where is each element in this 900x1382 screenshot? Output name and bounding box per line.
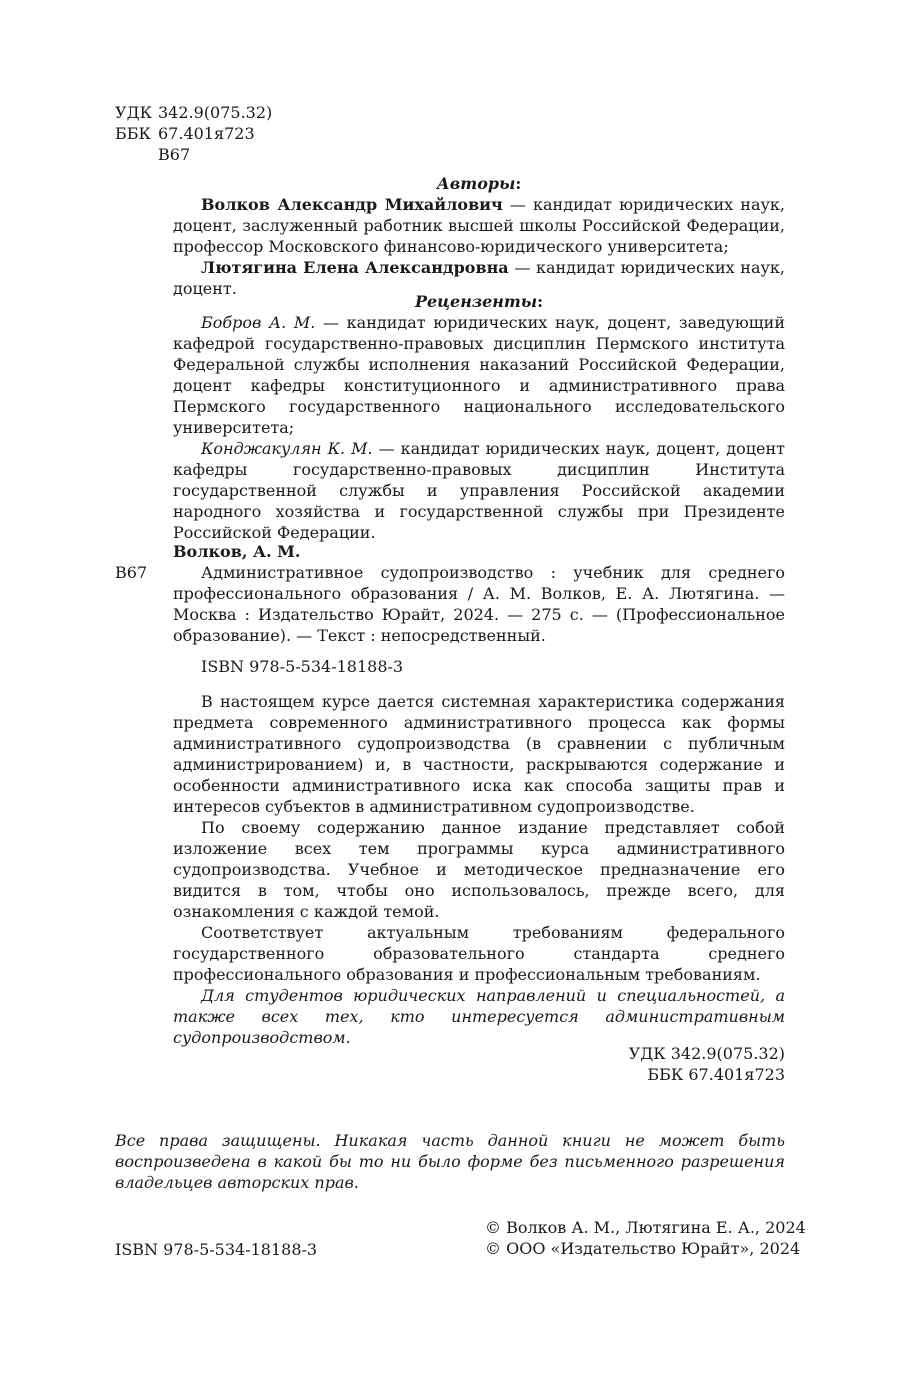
rights-notice: Все права защищены. Никакая часть данной книги не может быть воспроизведена в какой бы то ни было форме без письменного разрешения владельцев авторских прав. [115, 1131, 785, 1192]
author-name: Волков Александр Михайлович [201, 195, 503, 214]
classification-codes [115, 102, 272, 165]
copyright-line: © Волков А. М., Лютягина Е. А., 2024 [485, 1218, 806, 1237]
bottom-udk: УДК 342.9(075.32) [628, 1044, 785, 1063]
reviewer-desc: — кандидат юридических наук, доцент, заведующий кафедрой государственно-правовых дисциплин Пермского института Федеральной службы исполнения наказаний Российской Федерации, доцент кафедры конституционного и административного права Пермского государственного национального исследовательского университета; [173, 313, 785, 437]
author-desc: — кандидат юридических наук, доцент. [173, 258, 786, 298]
bbk-label: ББК [115, 124, 151, 143]
reviewers-heading: Рецензенты: [414, 292, 544, 311]
bbk-row [115, 123, 272, 144]
author-desc: — кандидат юридических наук, доцент, заслуженный работник высшей школы Российской Федерации, профессор Московского финансово-юридического университета; [173, 195, 785, 256]
footer-isbn: ISBN 978-5-534-18188-3 [115, 1240, 318, 1259]
reviewer-name: Бобров А. М. [201, 313, 316, 332]
annotation [173, 691, 785, 1048]
authors-section [173, 173, 785, 299]
annotation-paragraph: Соответствует актуальным требованиям федерального государственного образовательного стандарта среднего профессионального образования и профессиональным требованиям. [173, 923, 785, 984]
reviewer-entry [173, 312, 785, 438]
bib-record [173, 541, 785, 677]
author-entry [173, 194, 785, 257]
author-mark: В67 [158, 145, 191, 164]
udk-value: 342.9(075.32) [158, 103, 273, 122]
bbk-value: 67.401я723 [158, 124, 255, 143]
bottom-codes [173, 1043, 785, 1085]
bib-author: Волков, А. М. [173, 542, 301, 561]
udk-label: УДК [115, 103, 152, 122]
annotation-paragraph: В настоящем курсе дается системная характеристика содержания предмета современного административного процесса как формы административного судопроизводства (в сравнении с публичным администрированием) и, в частности, раскрываются содержание и особенности административного иска как способа защиты прав и интересов субъектов в административном судопроизводстве. [173, 692, 785, 816]
authors-heading: Авторы: [436, 174, 522, 193]
reviewer-entry [173, 438, 785, 543]
copyright-block [485, 1217, 806, 1259]
udk-row [115, 102, 272, 123]
reviewers-section [173, 291, 785, 543]
bib-description: Административное судопроизводство : учебник для среднего профессионального образования / А. М. Волков, Е. А. Лютягина. — Москва : Издательство Юрайт, 2024. — 275 с. — (Профессиональное образование). — Текст : непосредственный. [173, 563, 785, 645]
copyright-line: © ООО «Издательство Юрайт», 2024 [485, 1239, 801, 1258]
annotation-paragraph: По своему содержанию данное издание представляет собой изложение всех тем программы курса административного судопроизводства. Учебное и методическое предназначение его видится в том, чтобы оно использовалось, прежде всего, для ознакомления с каждой темой. [173, 818, 785, 921]
annotation-audience: Для студентов юридических направлений и специальностей, а также всех тех, кто интересуется административным судопроизводством. [173, 986, 785, 1047]
bib-isbn: ISBN 978-5-534-18188-3 [201, 657, 404, 676]
reviewer-desc: — кандидат юридических наук, доцент, доцент кафедры государственно-правовых дисциплин Института государственной службы и управления Российской академии народного хозяйства и государственной службы при Президенте Российской Федерации. [173, 439, 786, 542]
bottom-bbk: ББК 67.401я723 [647, 1065, 785, 1084]
bib-code: В67 [115, 563, 148, 582]
author-name: Лютягина Елена Александровна [201, 258, 509, 277]
reviewer-name: Конджакулян К. М. [201, 439, 373, 458]
